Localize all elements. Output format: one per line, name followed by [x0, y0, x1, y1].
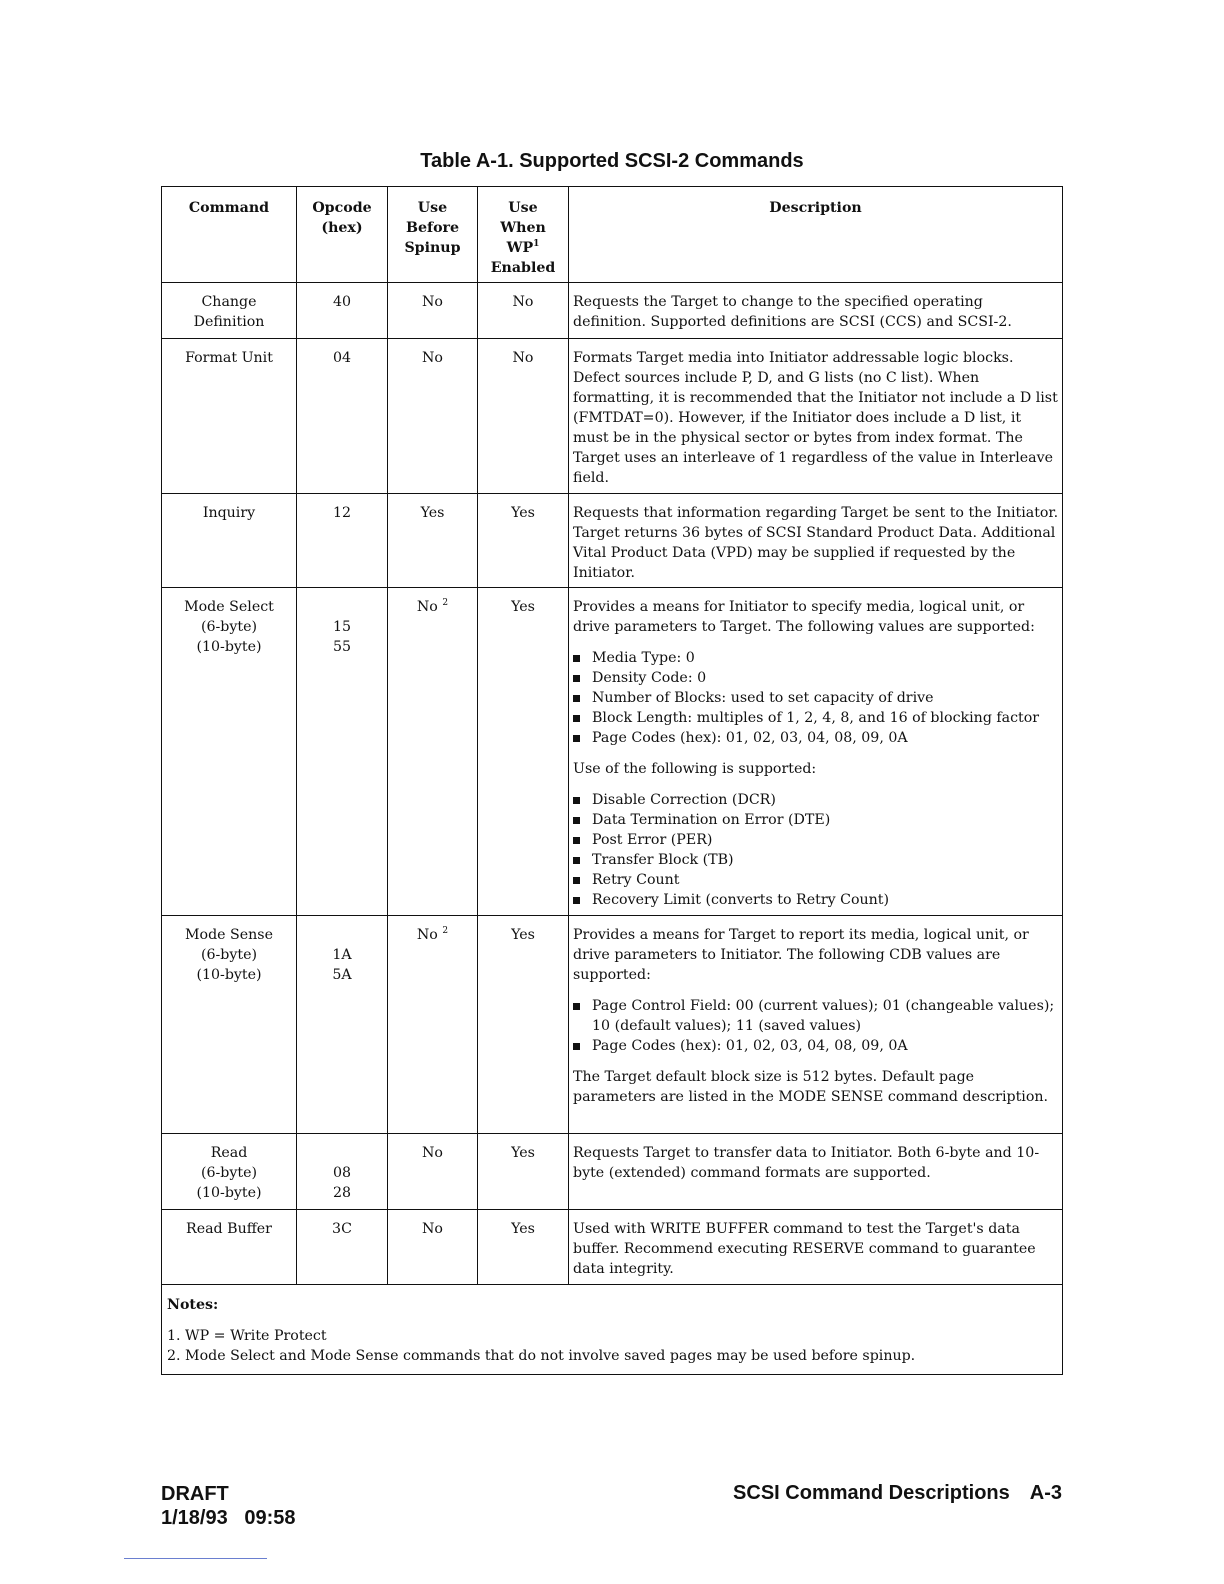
supported-values-list: [573, 648, 1059, 748]
cell-when-wp: No: [478, 283, 569, 339]
cell-description: Requests the Target to change to the specified operating definition. Supported definitions are SCSI (CCS) and SCSI-2.: [569, 283, 1063, 339]
cell-opcode: 1A 5A: [297, 916, 388, 1134]
cell-before-spinup: No: [388, 339, 478, 494]
cell-command: Read Buffer: [162, 1210, 297, 1285]
cell-when-wp: Yes: [478, 1134, 569, 1210]
cell-description: Provides a means for Initiator to specify media, logical unit, or drive parameters to Target. The following values are supported: Media Type: 0 Density Code: 0 Number of Blocks: used to set capacity of drive Block Length: multiples of 1, 2, 4, 8, and 16 of blocking factor Page Codes (hex): 01, 02, 03, 04, 08, 09, 0A Use of the following is supported: Disable Correction (DCR) Data Termination on Error (DTE) Post Error (PER) Transfer Block (TB) Retry Count Recovery Limit (converts to Retry Count): [569, 588, 1063, 916]
list-item: Transfer Block (TB): [573, 850, 1059, 870]
notes-title: Notes:: [167, 1297, 219, 1313]
header-use-before-spinup: Use Before Spinup: [388, 187, 478, 283]
footer-page-number: A-3: [1029, 1482, 1062, 1504]
notes-row: [162, 1285, 1063, 1375]
cell-before-spinup: No: [388, 283, 478, 339]
list-item: Page Control Field: 00 (current values); 01 (changeable values); 10 (default values); 11 (saved values): [573, 996, 1059, 1036]
table-row: [162, 339, 1063, 494]
square-bullet-icon: [573, 857, 580, 864]
cell-when-wp: Yes: [478, 916, 569, 1134]
square-bullet-icon: [573, 735, 580, 742]
cell-when-wp: Yes: [478, 494, 569, 588]
cell-when-wp: Yes: [478, 1210, 569, 1285]
header-opcode: Opcode (hex): [297, 187, 388, 283]
notes-cell: [162, 1285, 1063, 1375]
list-item: Retry Count: [573, 870, 1059, 890]
square-bullet-icon: [573, 817, 580, 824]
cell-when-wp: No: [478, 339, 569, 494]
table-row: [162, 494, 1063, 588]
cell-description: Provides a means for Target to report its media, logical unit, or drive parameters to Initiator. The following CDB values are supported: Page Control Field: 00 (current values); 01 (changeable values); 10 (default values); 11 (saved values) Page Codes (hex): 01, 02, 03, 04, 08, 09, 0A The Target default block size is 512 bytes. Default page parameters are listed in the MODE SENSE command description.: [569, 916, 1063, 1134]
cell-before-spinup: No $^2$: [388, 916, 478, 1134]
table-row: [162, 1134, 1063, 1210]
square-bullet-icon: [573, 655, 580, 662]
note-item: 2. Mode Select and Mode Sense commands that do not involve saved pages may be used before spinup.: [167, 1348, 916, 1364]
table-row: [162, 588, 1063, 916]
cell-opcode: 15 55: [297, 588, 388, 916]
square-bullet-icon: [573, 877, 580, 884]
table-header-row: [162, 187, 1063, 283]
list-item: Data Termination on Error (DTE): [573, 810, 1059, 830]
cell-opcode: 3C: [297, 1210, 388, 1285]
cell-command: Read (6-byte) (10-byte): [162, 1134, 297, 1210]
header-use-when-wp-enabled: Use When $WP^1$ Enabled: [478, 187, 569, 283]
page-title: Table A-1. Supported SCSI-2 Commands: [420, 150, 804, 172]
footer-section: [733, 1482, 1062, 1505]
header-command: Command: [162, 187, 297, 283]
footnote-ref-2: 2: [442, 598, 449, 608]
square-bullet-icon: [573, 837, 580, 844]
square-bullet-icon: [573, 695, 580, 702]
list-item: Recovery Limit (converts to Retry Count): [573, 890, 1059, 910]
supported-commands-table: [161, 186, 1063, 1375]
cell-opcode: 08 28: [297, 1134, 388, 1210]
cell-before-spinup: No: [388, 1134, 478, 1210]
footer-section-title: SCSI Command Descriptions: [733, 1482, 1010, 1504]
cell-command: Change Definition: [162, 283, 297, 339]
footer-draft-stamp: [161, 1482, 296, 1530]
table-row: [162, 283, 1063, 339]
cell-description: Requests Target to transfer data to Initiator. Both 6-byte and 10-byte (extended) command formats are supported.: [569, 1134, 1063, 1210]
cell-command: Inquiry: [162, 494, 297, 588]
square-bullet-icon: [573, 675, 580, 682]
footer-status: DRAFT: [161, 1483, 229, 1505]
list-item: Block Length: multiples of 1, 2, 4, 8, and 16 of blocking factor: [573, 708, 1059, 728]
cell-opcode: 12: [297, 494, 388, 588]
cdb-values-list: [573, 996, 1059, 1056]
cell-before-spinup: Yes: [388, 494, 478, 588]
footnote-ref-2: 2: [442, 926, 449, 936]
cell-when-wp: Yes: [478, 588, 569, 916]
cell-description: Used with WRITE BUFFER command to test the Target's data buffer. Recommend executing RESERVE command to guarantee data integrity.: [569, 1210, 1063, 1285]
supported-fields-list: [573, 790, 1059, 910]
list-item: Disable Correction (DCR): [573, 790, 1059, 810]
square-bullet-icon: [573, 1043, 580, 1050]
list-item: Post Error (PER): [573, 830, 1059, 850]
list-item: Density Code: 0: [573, 668, 1059, 688]
cell-command: Mode Sense (6-byte) (10-byte): [162, 916, 297, 1134]
list-item: Number of Blocks: used to set capacity of drive: [573, 688, 1059, 708]
note-item: 1. WP = Write Protect: [167, 1328, 327, 1344]
cell-opcode: 40: [297, 283, 388, 339]
footnote-ref-1: 1: [533, 239, 540, 249]
cell-command: Format Unit: [162, 339, 297, 494]
bottom-rule: [124, 1558, 267, 1559]
footer-date: 1/18/93 09:58: [161, 1507, 296, 1529]
cell-description: Requests that information regarding Target be sent to the Initiator. Target returns 36 bytes of SCSI Standard Product Data. Additional Vital Product Data (VPD) may be supplied if requested by the Initiator.: [569, 494, 1063, 588]
table-row: [162, 916, 1063, 1134]
cell-opcode: 04: [297, 339, 388, 494]
list-item: Page Codes (hex): 01, 02, 03, 04, 08, 09, 0A: [573, 728, 1059, 748]
table-row: [162, 1210, 1063, 1285]
list-item: Page Codes (hex): 01, 02, 03, 04, 08, 09, 0A: [573, 1036, 1059, 1056]
cell-before-spinup: No: [388, 1210, 478, 1285]
header-description: Description: [569, 187, 1063, 283]
cell-command: Mode Select (6-byte) (10-byte): [162, 588, 297, 916]
square-bullet-icon: [573, 797, 580, 804]
square-bullet-icon: [573, 715, 580, 722]
cell-description: Formats Target media into Initiator addressable logic blocks. Defect sources include P, D, and G lists (no C list). When formatting, it is recommended that the Initiator not include a D list (FMTDAT=0). However, if the Initiator does include a D list, it must be in the physical sector or bytes from index format. The Target uses an interleave of 1 regardless of the value in Interleave field.: [569, 339, 1063, 494]
list-item: Media Type: 0: [573, 648, 1059, 668]
square-bullet-icon: [573, 1003, 580, 1010]
cell-before-spinup: No $^2$: [388, 588, 478, 916]
square-bullet-icon: [573, 897, 580, 904]
